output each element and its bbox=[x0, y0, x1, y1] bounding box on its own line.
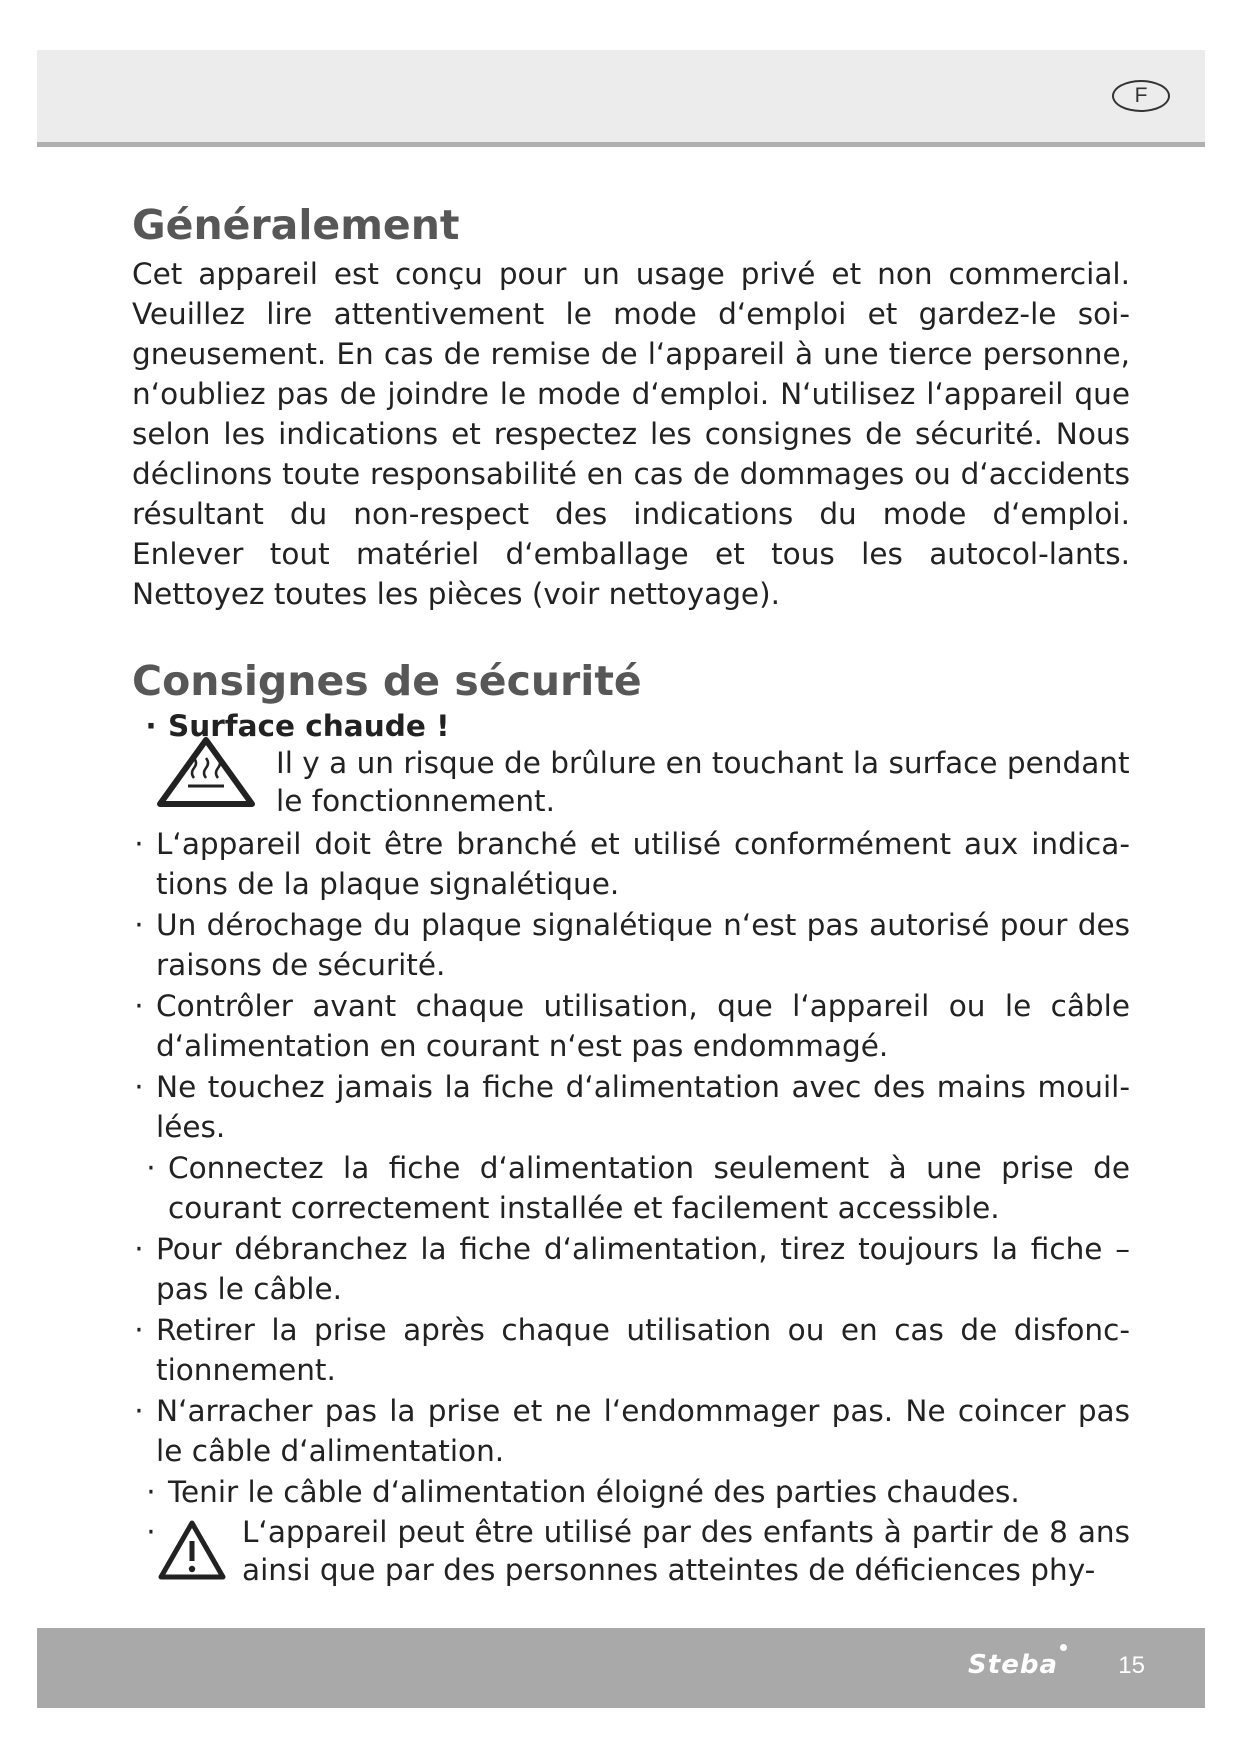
list-item-text: Un dérochage du plaque signalétique n‘est pas autorisé pour des raisons de sécurité. bbox=[156, 908, 1130, 982]
bullet: · bbox=[134, 989, 144, 1023]
hot-surface-heading bbox=[132, 708, 1130, 744]
safety-list bbox=[132, 824, 1130, 1512]
hot-surface-text: Il y a un risque de brûlure en touchant la surface pendant le fonctionnement. bbox=[276, 746, 1130, 818]
bullet: · bbox=[146, 1515, 156, 1549]
list-item bbox=[132, 1229, 1130, 1309]
list-item-text: Tenir le câble d‘alimentation éloigné des parties chaudes. bbox=[168, 1475, 1020, 1509]
hot-surface-heading-text: Surface chaude ! bbox=[168, 709, 450, 743]
list-item bbox=[132, 1472, 1130, 1512]
footer-band bbox=[37, 1628, 1205, 1708]
list-item bbox=[132, 1310, 1130, 1390]
list-item bbox=[132, 1391, 1130, 1471]
warning-icon bbox=[158, 1519, 226, 1581]
registered-mark-icon bbox=[1060, 1644, 1067, 1651]
bullet: · bbox=[145, 709, 157, 743]
hot-surface-warning bbox=[156, 744, 1130, 824]
list-item-text: Retirer la prise après chaque utilisation ou en cas de disfonc-tionnement. bbox=[156, 1313, 1130, 1387]
list-item-text: N‘arracher pas la prise et ne l‘endommager pas. Ne coincer pas le câble d‘alimentation. bbox=[156, 1394, 1130, 1468]
list-item bbox=[132, 824, 1130, 904]
bullet: · bbox=[146, 1151, 156, 1185]
page-number: 15 bbox=[1118, 1652, 1145, 1679]
caution-text: L‘appareil peut être utilisé par des enfants à partir de 8 ans ainsi que par des personnes atteintes de déficiences phy- bbox=[242, 1515, 1130, 1587]
list-item-text: Connectez la fiche d‘alimentation seulement à une prise de courant correctement installée et facilement accessible. bbox=[168, 1151, 1130, 1225]
list-item bbox=[132, 1148, 1130, 1228]
bullet: · bbox=[134, 908, 144, 942]
list-item-text: Pour débranchez la fiche d‘alimentation, tirez toujours la fiche – pas le câble. bbox=[156, 1232, 1130, 1306]
bullet: · bbox=[134, 827, 144, 861]
general-paragraph: Cet appareil est conçu pour un usage privé et non commercial. Veuillez lire attentivement le mode d‘emploi et gardez-le soi-gneusement. En cas de remise de l‘appareil à une tierce personne, n‘oubliez pas de joindre le mode d‘emploi. N‘utilisez l‘appareil que selon les indications et respectez les consignes de sécurité. Nous déclinons toute responsabilité en cas de dommages ou d‘accidents résultant du non-respect des indications du mode d‘emploi. Enlever tout matériel d‘emballage et tous les autocol-lants. Nettoyez toutes les pièces (voir nettoyage). bbox=[132, 257, 1130, 611]
bullet: · bbox=[134, 1070, 144, 1104]
list-item bbox=[132, 986, 1130, 1066]
list-item-text: Ne touchez jamais la fiche d‘alimentation avec des mains mouil-lées. bbox=[156, 1070, 1130, 1144]
section-title-safety: Consignes de sécurité bbox=[132, 657, 642, 705]
children-caution bbox=[132, 1513, 1130, 1589]
hot-surface-warning-icon bbox=[156, 734, 256, 810]
language-badge: F bbox=[1112, 80, 1170, 112]
section-title-general: Généralement bbox=[132, 201, 460, 249]
bullet: · bbox=[146, 1475, 156, 1509]
bullet: · bbox=[134, 1394, 144, 1428]
bullet: · bbox=[134, 1313, 144, 1347]
header-band bbox=[37, 50, 1205, 147]
list-item-text: Contrôler avant chaque utilisation, que l‘appareil ou le câble d‘alimentation en courant n‘est pas endommagé. bbox=[156, 989, 1130, 1063]
brand-logo: Steba bbox=[968, 1650, 1058, 1680]
list-item bbox=[132, 1067, 1130, 1147]
list-item-text: L‘appareil doit être branché et utilisé conformément aux indica-tions de la plaque signalétique. bbox=[156, 827, 1130, 901]
page-content bbox=[132, 198, 1130, 1589]
list-item bbox=[132, 905, 1130, 985]
bullet: · bbox=[134, 1232, 144, 1266]
